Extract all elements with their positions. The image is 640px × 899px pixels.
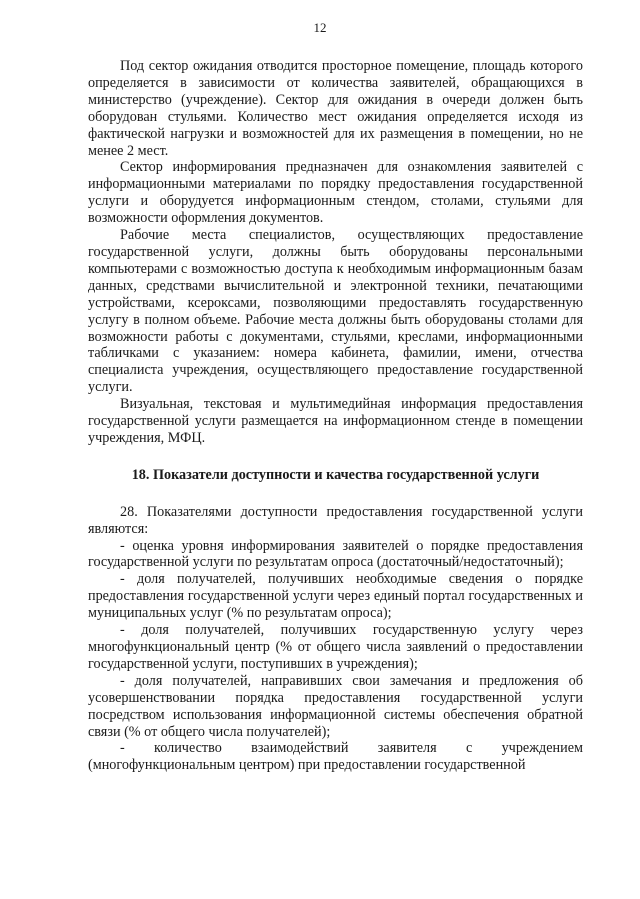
section-heading: 18. Показатели доступности и качества государственной услуги — [131, 466, 540, 483]
paragraph-waiting-sector: Под сектор ожидания отводится просторное помещение, площадь которого определяется в зависимости от количества заявителей, обращающихся в министерство (учреждение). Сектор для ожидания в очереди должен быть оборудован стульями. Количество мест ожидания определяется исходя из фактической нагрузки и возможностей для их размещения в помещении, но не менее 2 мест. — [88, 58, 583, 159]
page-number: 12 — [313, 20, 327, 35]
list-item: - доля получателей, направивших свои замечания и предложения об усовершенствовании порядка предоставления государственной услуги посредством использования информационной системы обеспечения обратной связи (% от общего числа получателей); — [88, 672, 583, 740]
paragraph-intro-28: 28. Показателями доступности предоставления государственной услуги являются: — [88, 503, 583, 537]
paragraph-info-sector: Сектор информирования предназначен для ознакомления заявителей с информационными материалами по порядку предоставления государственной услуги и оборудуется информационным стендом, столами, стульями для возможности оформления документов. — [88, 159, 583, 227]
list-item: - количество взаимодействий заявителя с учреждением (многофункциональным центром) при предоставлении государственной — [88, 740, 583, 774]
paragraph-workplaces: Рабочие места специалистов, осуществляющих предоставление государственной услуги, должны быть оборудованы персональными компьютерами с возможностью доступа к необходимым информационным базам данных, средствами вычислительной и электронной техники, печатающими устройствами, ксероксами, позволяющими предоставлять государственную услугу в полном объеме. Рабочие места должны быть оборудованы столами для возможности работы с документами, стульями, креслами, информационными табличками с указанием: номера кабинета, фамилии, имени, отчества специалиста учреждения, осуществляющего предоставление государственной услуги. — [88, 227, 583, 396]
paragraph-visual-info: Визуальная, текстовая и мультимедийная информация предоставления государственной услуги размещается на информационном стенде в помещении учреждения, МФЦ. — [88, 396, 583, 446]
document-body — [88, 58, 583, 774]
list-item: - оценка уровня информирования заявителей о порядке предоставления государственной услуги по результатам опроса (достаточный/недостаточный); — [88, 537, 583, 571]
list-item: - доля получателей, получивших государственную услугу через многофункциональный центр (% от общего числа заявлений о предоставлении государственной услуги, поступивших в учреждения); — [88, 622, 583, 672]
list-item: - доля получателей, получивших необходимые сведения о порядке предоставления государственной услуги через единый портал государственных и муниципальных услуг (% по результатам опроса); — [88, 571, 583, 622]
